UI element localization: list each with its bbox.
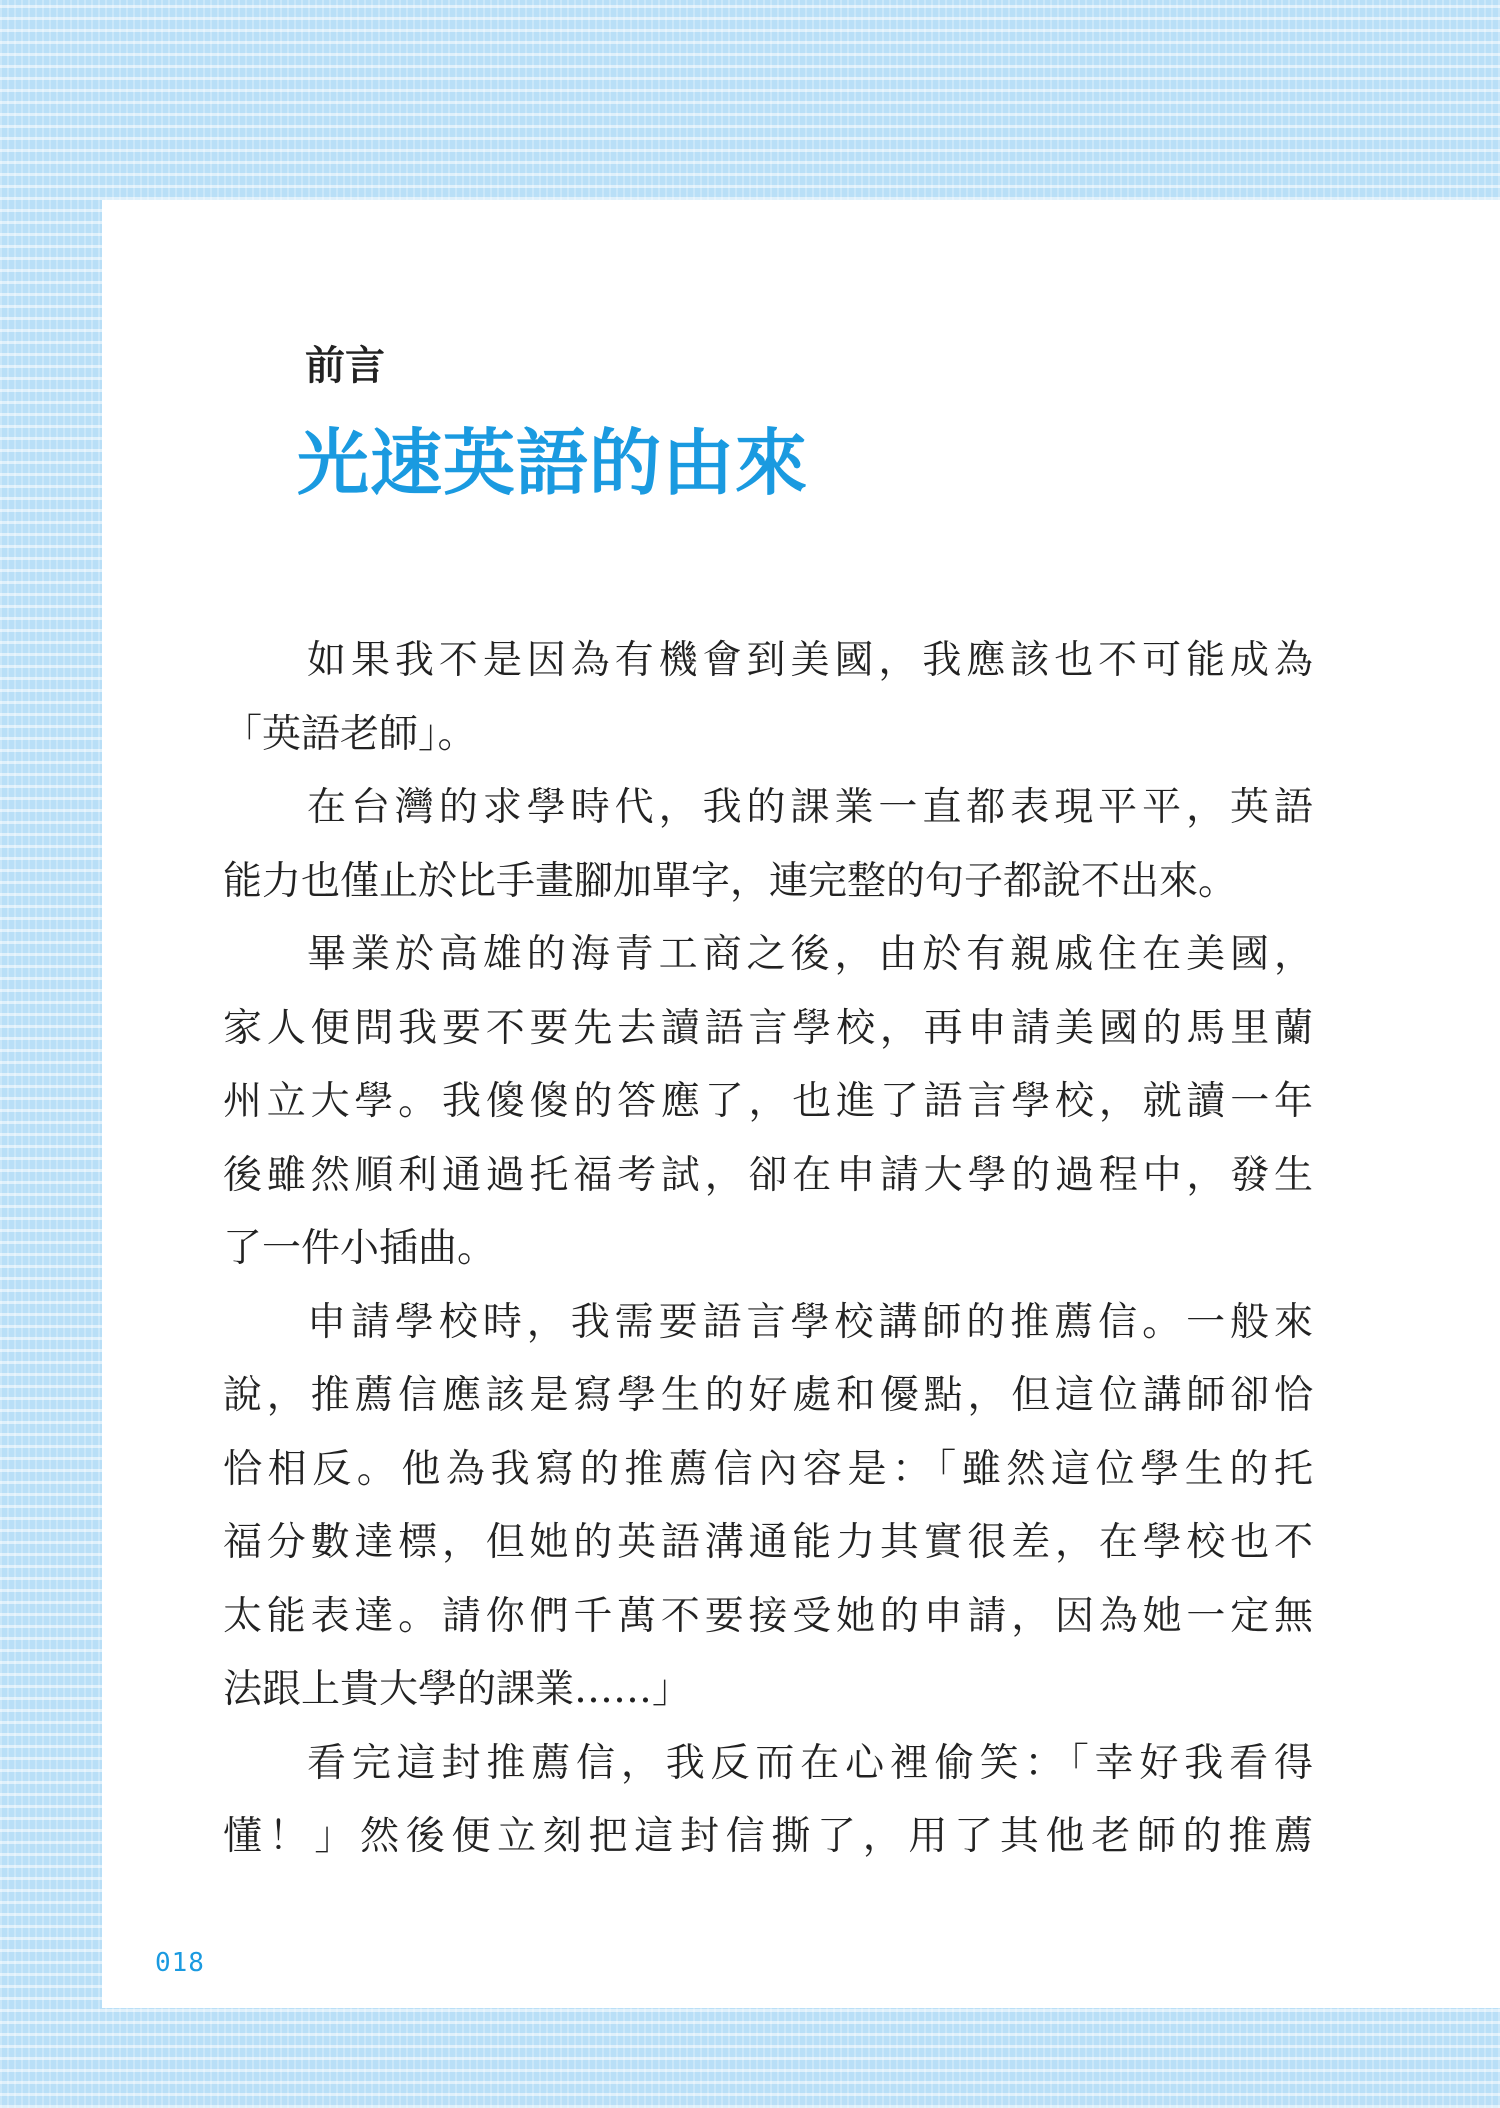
paragraph-line: 了一件小插曲。 [223,1226,497,1271]
paragraph-line: 看完這封推薦信，我反而在心裡偷笑：「幸好我看得 [307,1740,1313,1786]
body-text [223,624,1313,1874]
paragraph-line: 後雖然順利通過托福考試，卻在申請大學的過程中，發生 [223,1152,1313,1198]
paragraph-line: 法跟上貴大學的課業……」 [223,1667,692,1712]
paragraph-line: 恰相反。他為我寫的推薦信內容是：「雖然這位學生的托 [223,1446,1313,1492]
paragraph-line: 在台灣的求學時代，我的課業一直都表現平平，英語 [307,785,1313,830]
paragraph-line: 說，推薦信應該是寫學生的好處和優點，但這位講師卻恰 [223,1373,1313,1418]
page-number: 018 [155,1948,205,1978]
paragraph-line: 「英語老師」。 [223,711,477,757]
section-label: 前言 [305,342,385,389]
paragraph-line: 州立大學。我傻傻的答應了，也進了語言學校，就讀一年 [223,1079,1313,1124]
paragraph-line: 如果我不是因為有機會到美國，我應該也不可能成為 [307,638,1313,683]
chapter-title: 光速英語的由來 [297,420,809,505]
paragraph-line: 福分數達標，但她的英語溝通能力其實很差，在學校也不 [223,1520,1313,1565]
paragraph-line: 懂！」然後便立刻把這封信撕了，用了其他老師的推薦 [223,1814,1313,1859]
paragraph-line: 能力也僅止於比手畫腳加單字，連完整的句子都說不出來。 [223,858,1238,904]
paragraph-line: 畢業於高雄的海青工商之後，由於有親戚住在美國， [307,932,1313,977]
paragraph-line: 申請學校時，我需要語言學校講師的推薦信。一般來 [307,1299,1313,1345]
paragraph-line: 太能表達。請你們千萬不要接受她的申請，因為她一定無 [223,1593,1313,1639]
paragraph-line: 家人便問我要不要先去讀語言學校，再申請美國的馬里蘭 [223,1005,1313,1051]
